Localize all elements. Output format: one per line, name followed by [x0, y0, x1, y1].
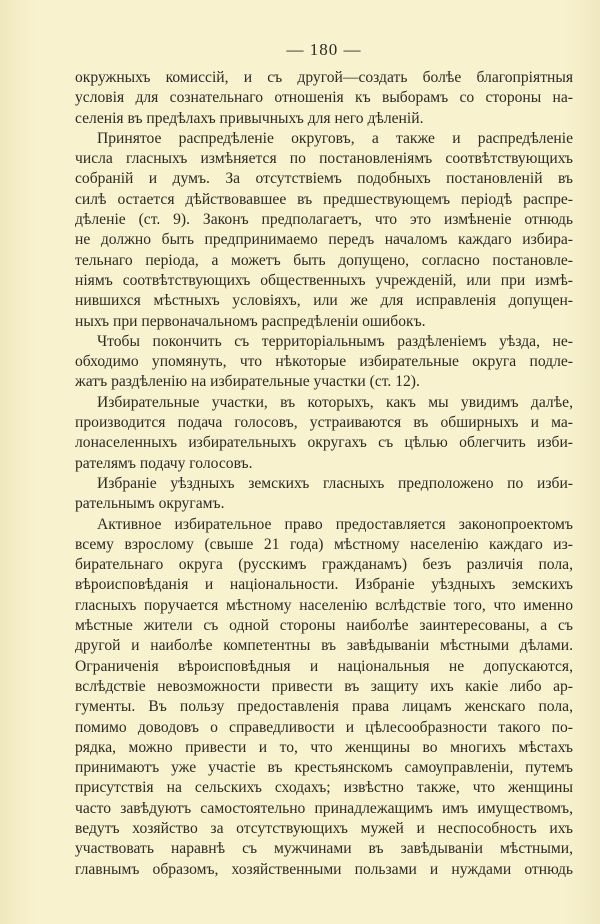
text-line: тельнаго періода, а можетъ быть допущено, согласно постановле-	[75, 251, 573, 269]
text-line: другой и наиболѣе компетентны въ завѣдываніи мѣстными дѣлами.	[75, 637, 573, 655]
text-line: принимаютъ уже участіе въ крестьянскомъ самоуправленіи, путемъ	[75, 759, 573, 777]
text-line: селенія въ предѣлахъ привычныхъ для него дѣленій.	[75, 109, 424, 127]
text-line: не должно быть предпринимаемо передъ началомъ каждаго избира-	[75, 231, 573, 249]
text-line: вѣроисповѣданія и національности. Избраніе уѣздныхъ земскихъ	[75, 576, 573, 594]
text-line: ныхъ при первоначальномъ распредѣленіи ошибокъ.	[75, 312, 426, 330]
text-line: обходимо упомянуть, что нѣкоторые избирательные округа подле-	[75, 353, 573, 371]
text-line: ведутъ хозяйство за отсутствующихъ мужей и неспособность ихъ	[75, 819, 573, 837]
text-line: присутствія на сельскихъ сходахъ; извѣстно также, что женщины	[75, 779, 573, 797]
text-line: бирательнаго округа (русскимъ гражданамъ) безъ различія пола,	[75, 556, 573, 574]
text-line: главнымъ образомъ, хозяйственными пользами и нуждами отнюдь	[75, 860, 573, 878]
text-line: рательнымъ округамъ.	[75, 495, 225, 513]
text-line: рядка, можно привести и то, что женщины во многихъ мѣстахъ	[75, 738, 573, 756]
text-line: Ограниченія вѣроисповѣдныя и національныя не допускаются,	[75, 657, 573, 675]
text-line: ніямъ соотвѣтствующихъ общественныхъ учрежденій, или при измѣ-	[75, 271, 573, 289]
paragraph-first-line: Избраніе уѣздныхъ земскихъ гласныхъ предположено по изби-	[97, 474, 573, 492]
text-line: числа гласныхъ измѣняется по постановленіямъ соотвѣтствующихъ	[75, 150, 573, 168]
text-line: нившихся мѣстныхъ условіяхъ, или же для исправленія допущен-	[75, 292, 573, 310]
paragraph-first-line: Чтобы покончить съ территоріальнымъ раздѣленіемъ уѣзда, не-	[97, 332, 573, 350]
text-line: часто завѣдуютъ самостоятельно принадлежащимъ имъ имуществомъ,	[75, 799, 573, 817]
text-line: помимо доводовъ о справедливости и цѣлесообразности такого по-	[75, 718, 573, 736]
text-line: собраній и думъ. За отсутствіемъ подобныхъ постановленій въ	[75, 170, 573, 188]
body-text	[75, 68, 573, 880]
text-line: гументы. Въ пользу предоставленія права лицамъ женскаго пола,	[75, 698, 573, 716]
text-line: условія для сознательнаго отношенія къ выборамъ со стороны на-	[75, 89, 573, 107]
text-line: силѣ остается дѣйствовавшее въ предшествующемъ періодѣ распре-	[75, 190, 573, 208]
text-line: производится подача голосовъ, устраиваются въ обширныхъ и ма-	[75, 414, 573, 432]
paragraph-first-line: Активное избирательное право предоставляется законопроектомъ	[97, 515, 573, 533]
text-line: участвовать наравнѣ съ мужчинами въ завѣдываніи мѣстными,	[75, 840, 573, 858]
page-number: — 180 —	[286, 40, 362, 59]
paragraph-first-line: Избирательные участки, въ которыхъ, какъ мы увидимъ далѣе,	[97, 393, 573, 411]
text-line: всему взрослому (свыше 21 года) мѣстному населенію каждаго из-	[75, 535, 573, 553]
text-line: гласныхъ поручается мѣстному населенію вслѣдствіе того, что именно	[75, 596, 573, 614]
text-line: рателямъ подачу голосовъ.	[75, 454, 253, 472]
text-line: вслѣдствіе невозможности привести въ защиту ихъ какіе либо ар-	[75, 677, 573, 695]
text-line: жатъ раздѣленію на избирательные участки (ст. 12).	[75, 373, 420, 391]
text-line: мѣстные жители съ одной стороны наиболѣе заинтересованы, а съ	[75, 617, 573, 635]
paragraph-first-line: Принятое распредѣленіе округовъ, а также и распредѣленіе	[97, 129, 573, 147]
text-line: дѣленіе (ст. 9). Законъ предполагаетъ, что это измѣненіе отнюдь	[75, 211, 573, 229]
text-line: лонаселенныхъ избирательныхъ округахъ съ цѣлью облегчить изби-	[75, 434, 573, 452]
text-line: окружныхъ комиссій, и съ другой—создать болѣе благопріятныя	[75, 69, 573, 86]
